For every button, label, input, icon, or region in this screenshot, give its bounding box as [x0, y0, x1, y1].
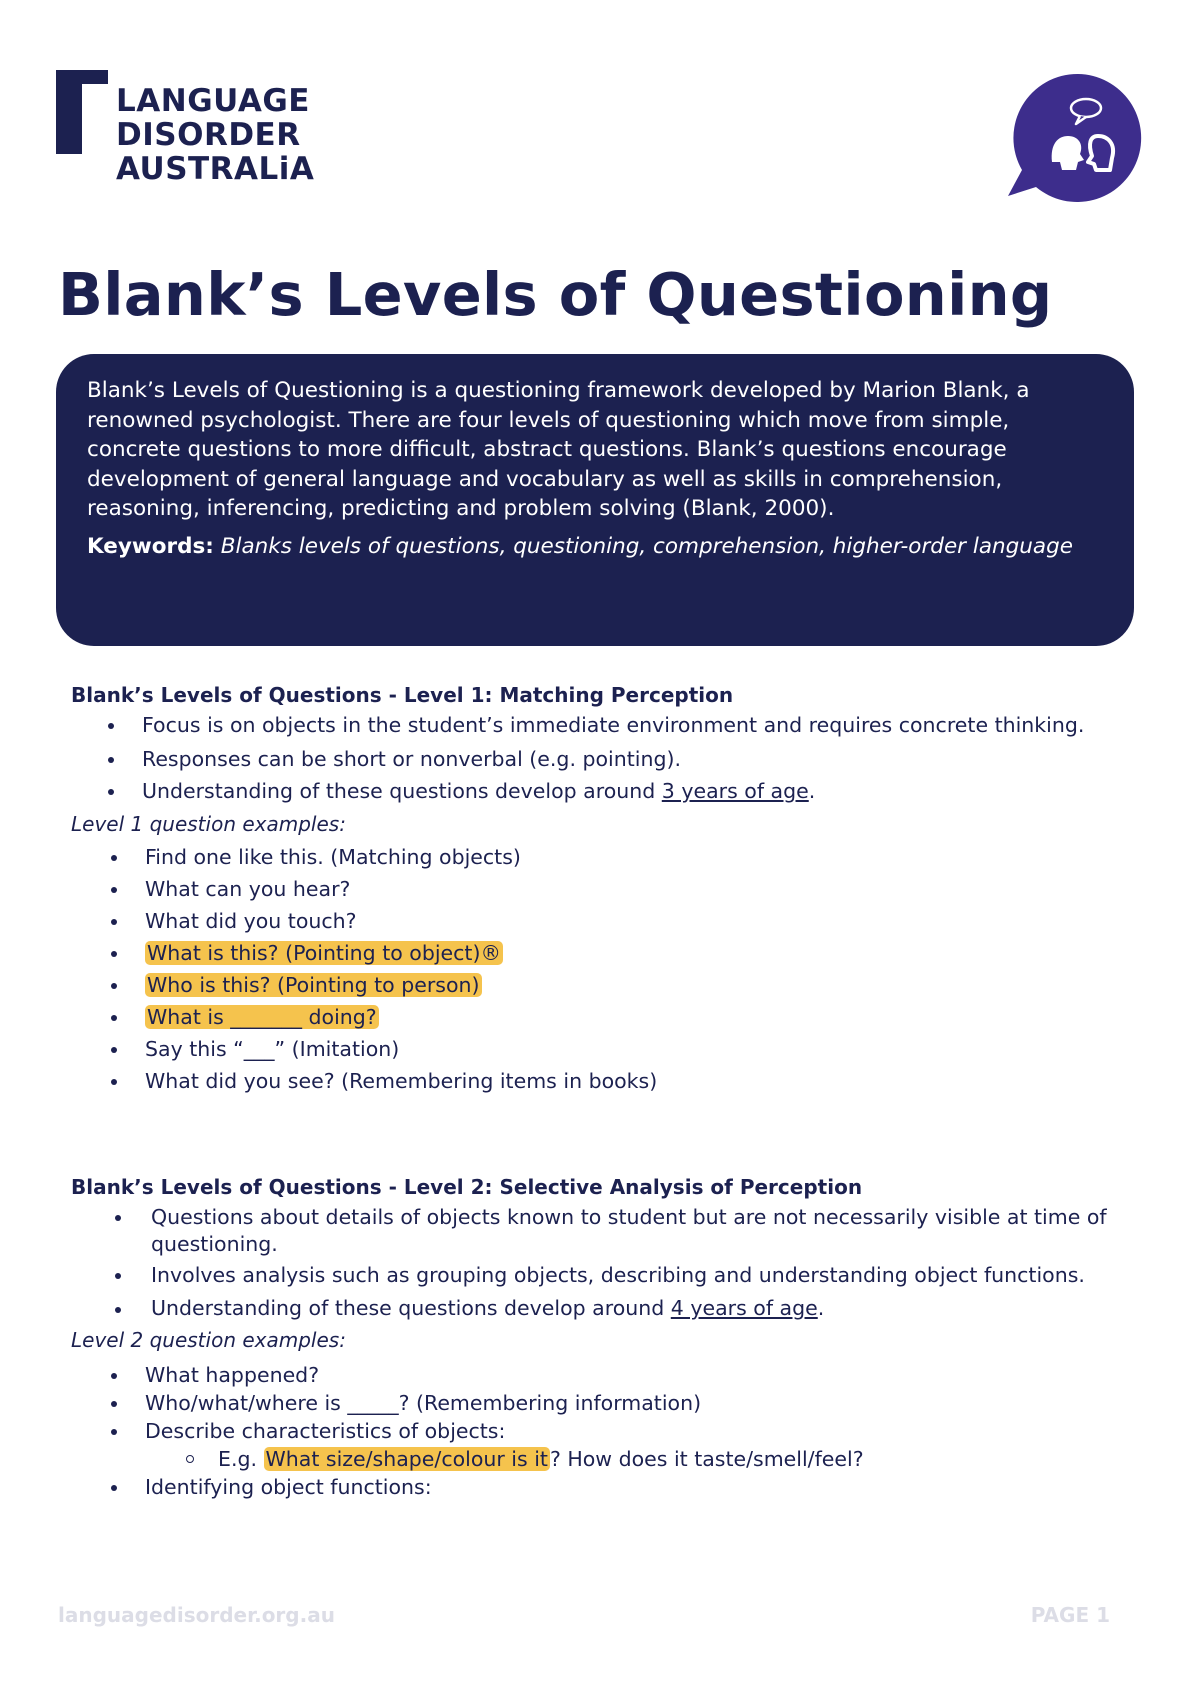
- example-text: Find one like this. (Matching objects): [145, 845, 521, 869]
- bullet-text: Understanding of these questions develop around: [142, 779, 662, 803]
- age-link[interactable]: 4 years of age: [670, 1296, 818, 1320]
- list-item: [71, 712, 1142, 739]
- footer-website[interactable]: languagedisorder.org.au: [58, 1603, 335, 1627]
- brand-logo: [56, 70, 356, 190]
- level2-examples-label: Level 2 question examples:: [71, 1328, 346, 1352]
- example-text: What did you touch?: [145, 909, 357, 933]
- list-item: [71, 841, 1141, 873]
- list-item: [71, 1293, 1141, 1323]
- list-item: [71, 1204, 1151, 1258]
- example-text: What can you hear?: [145, 877, 351, 901]
- example-text: What happened?: [145, 1363, 320, 1387]
- list-item: [71, 1262, 1141, 1289]
- level2-heading: Blank’s Levels of Questions - Level 2: Selective Analysis of Perception: [71, 1175, 863, 1199]
- logo-wordmark: [116, 84, 314, 186]
- list-item: [71, 775, 1141, 807]
- list-item: [71, 873, 1141, 905]
- two-heads-speech-bubble-icon: [1000, 70, 1148, 206]
- list-item: [71, 1445, 1141, 1473]
- list-item: [71, 743, 1141, 775]
- level1-examples: [71, 841, 1141, 1097]
- list-item: [71, 1389, 1141, 1417]
- keywords-text: Blanks levels of questions, questioning, comprehension, higher-order language: [220, 533, 1073, 559]
- logo-line-1: LANGUAGE: [116, 83, 310, 119]
- example-text: Who/what/where is _____? (Remembering information): [145, 1391, 702, 1415]
- level2-examples-more: [71, 1473, 1141, 1501]
- intro-text: Blank’s Levels of Questioning is a questioning framework developed by Marion Blank, a renowned psychologist. There are four levels of questioning which move from simple, concrete questions to more difficult, abstract questions. Blank’s questions encourage development of general language and vocabulary as well as skills in comprehension, reasoning, inferencing, predicting and problem solving (Blank, 2000).: [87, 378, 1030, 521]
- list-item: [71, 1065, 1141, 1097]
- example-text: Say this “___” (Imitation): [145, 1037, 400, 1061]
- page-number: PAGE 1: [1030, 1603, 1110, 1627]
- level2-sub-examples: [71, 1445, 1141, 1473]
- example-text-highlighted: What is _______ doing?: [147, 1005, 377, 1029]
- age-link[interactable]: 3 years of age: [661, 779, 809, 803]
- bullet-text: Responses can be short or nonverbal (e.g. pointing).: [142, 747, 681, 771]
- list-item: [71, 1473, 1141, 1501]
- level1-heading: Blank’s Levels of Questions - Level 1: Matching Perception: [71, 683, 734, 707]
- list-item: [71, 969, 1141, 1001]
- level1-section: [71, 682, 1141, 1097]
- sub-suffix: ? How does it taste/smell/feel?: [549, 1447, 864, 1471]
- logo-bar: [56, 70, 82, 154]
- level1-examples-label: Level 1 question examples:: [71, 812, 346, 836]
- level2-bullets: [71, 1204, 1141, 1323]
- bullet-text: Focus is on objects in the student’s immediate environment and requires concrete thinking.: [142, 713, 1085, 737]
- level2-section: [71, 1174, 1141, 1501]
- bullet-text: Questions about details of objects known to student but are not necessarily visible at time of questioning.: [151, 1205, 1107, 1256]
- example-text-highlighted: What is this? (Pointing to object)®: [147, 941, 501, 965]
- list-item: [71, 905, 1141, 937]
- bullet-suffix: .: [817, 1296, 825, 1320]
- list-item: [71, 1033, 1141, 1065]
- sub-text-highlighted: What size/shape/colour is it: [265, 1447, 548, 1471]
- sub-prefix: E.g.: [218, 1447, 264, 1471]
- bullet-text: Involves analysis such as grouping objects, describing and understanding object functions.: [151, 1263, 1085, 1287]
- bullet-text: Understanding of these questions develop around: [151, 1296, 671, 1320]
- list-item: [71, 1417, 1141, 1445]
- intro-box: [56, 354, 1134, 646]
- page-title: Blank’s Levels of Questioning: [58, 260, 1053, 329]
- list-item: [71, 1001, 1141, 1033]
- list-item: [71, 937, 1141, 969]
- example-text-highlighted: Who is this? (Pointing to person): [147, 973, 480, 997]
- keywords: [87, 532, 1104, 562]
- bullet-suffix: .: [808, 779, 816, 803]
- logo-bar-top: [82, 70, 108, 84]
- list-item: [71, 1361, 1141, 1389]
- example-text: Identifying object functions:: [145, 1475, 432, 1499]
- logo-line-2: DISORDER: [116, 117, 301, 153]
- logo-line-3: AUSTRALiA: [116, 151, 315, 187]
- level2-examples: [71, 1361, 1141, 1445]
- example-text: Describe characteristics of objects:: [145, 1419, 506, 1443]
- example-text: What did you see? (Remembering items in books): [145, 1069, 658, 1093]
- keywords-label: Keywords:: [87, 533, 214, 559]
- level1-bullets: [71, 712, 1141, 807]
